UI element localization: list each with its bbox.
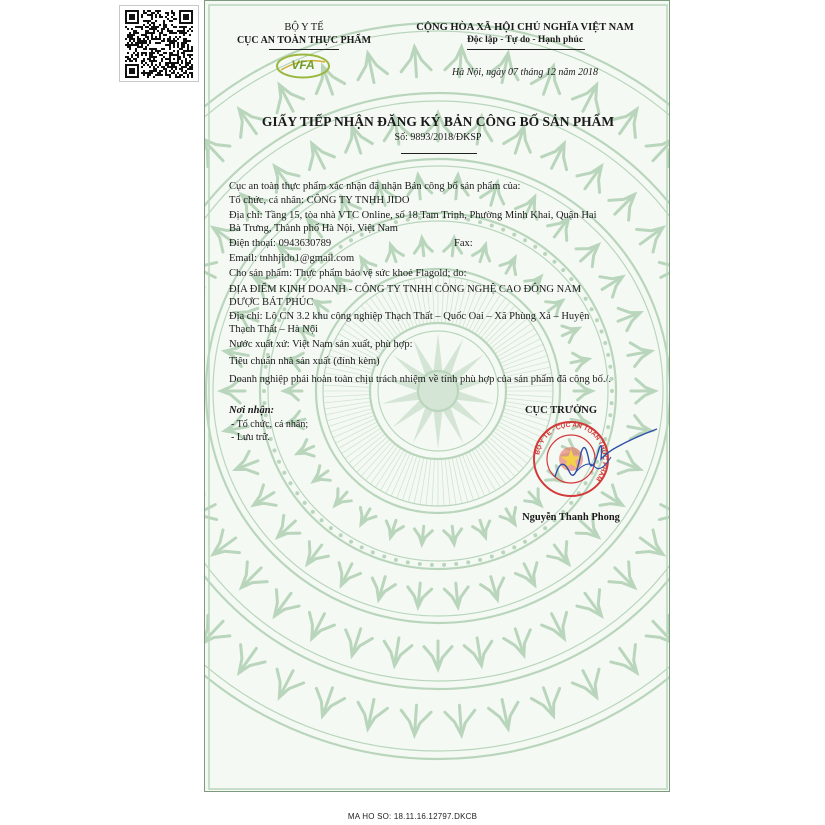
manufacturer-address-2: Thạch Thất – Hà Nội (229, 324, 319, 335)
manufacturer-line-2: DƯỢC BÁT PHÚC (229, 297, 314, 308)
product-line: Cho sản phẩm: Thực phẩm bảo vệ sức khoẻ Flagold; do: (229, 268, 467, 279)
address-line-2: Bà Trưng, Thành phố Hà Nội, Việt Nam (229, 223, 398, 234)
origin-line: Nước xuất xứ: Việt Nam sản xuất, phù hợp: (229, 339, 413, 350)
certificate-number: Số: 9893/2018/ĐKSP (394, 132, 482, 143)
email-line: Email: tnhhjido1@gmail.com (229, 253, 355, 264)
fax-line: Fax: (454, 238, 473, 249)
motto-underline (467, 49, 585, 50)
standard-line: Tiêu chuẩn nhà sản xuất (đính kèm) (229, 356, 380, 367)
intro-line: Cục an toàn thực phẩm xác nhận đã nhận Bản công bố sản phẩm của: (229, 181, 521, 192)
recipients-label: Nơi nhận: (229, 405, 275, 416)
vfa-logo-text: VFA (291, 58, 315, 72)
official-seal-and-signature (531, 419, 661, 499)
title-underline (401, 153, 477, 154)
department-name: CỤC AN TOÀN THỰC PHẨM (236, 35, 372, 46)
department-underline (269, 49, 339, 50)
signer-name: Nguyễn Thanh Phong (522, 512, 620, 523)
signer-role: CỤC TRƯỞNG (524, 405, 598, 416)
certificate-title: GIẤY TIẾP NHẬN ĐĂNG KÝ BẢN CÔNG BỐ SẢN PHẨM (261, 114, 615, 129)
place-date: Hà Nội, ngày 07 tháng 12 năm 2018 (451, 67, 599, 78)
certificate-document (204, 0, 670, 792)
dossier-code: MA HO SO: 18.11.16.12797.DKCB (347, 812, 478, 821)
qr-code (119, 5, 199, 82)
ministry-name: BỘ Y TẾ (284, 22, 324, 33)
seal-text: BỘ Y TẾ · CỤC AN TOÀN THỰC PHẨM (534, 421, 609, 483)
vfa-logo (275, 53, 331, 79)
responsibility-line: Doanh nghiệp phải hoàn toàn chịu trách nhiệm về tính phù hợp của sản phẩm đã công bố./. (229, 374, 611, 385)
manufacturer-address-1: Địa chỉ: Lô CN 3.2 khu công nghiệp Thạch Thất – Quốc Oai – Xã Phùng Xá – Huyện (229, 311, 590, 322)
recipient-item: - Tổ chức, cá nhân; (231, 419, 309, 430)
country-name: CỘNG HÒA XÃ HỘI CHỦ NGHĨA VIỆT NAM (416, 22, 634, 33)
phone-line: Điện thoại: 0943630789 (229, 238, 332, 249)
recipient-item: - Lưu trữ. (231, 432, 270, 443)
manufacturer-line-1: ĐỊA ĐIỂM KINH DOANH - CÔNG TY TNHH CÔNG NGHỆ CAO ĐÔNG NAM (229, 284, 582, 295)
qr-code-image (125, 10, 193, 78)
organization-line: Tổ chức, cá nhân: CÔNG TY TNHH JIDO (229, 195, 410, 206)
address-line-1: Địa chỉ: Tầng 15, tòa nhà VTC Online, số 18 Tam Trinh, Phường Minh Khai, Quận Hai (229, 210, 597, 221)
national-motto: Độc lập - Tự do - Hạnh phúc (466, 35, 584, 45)
